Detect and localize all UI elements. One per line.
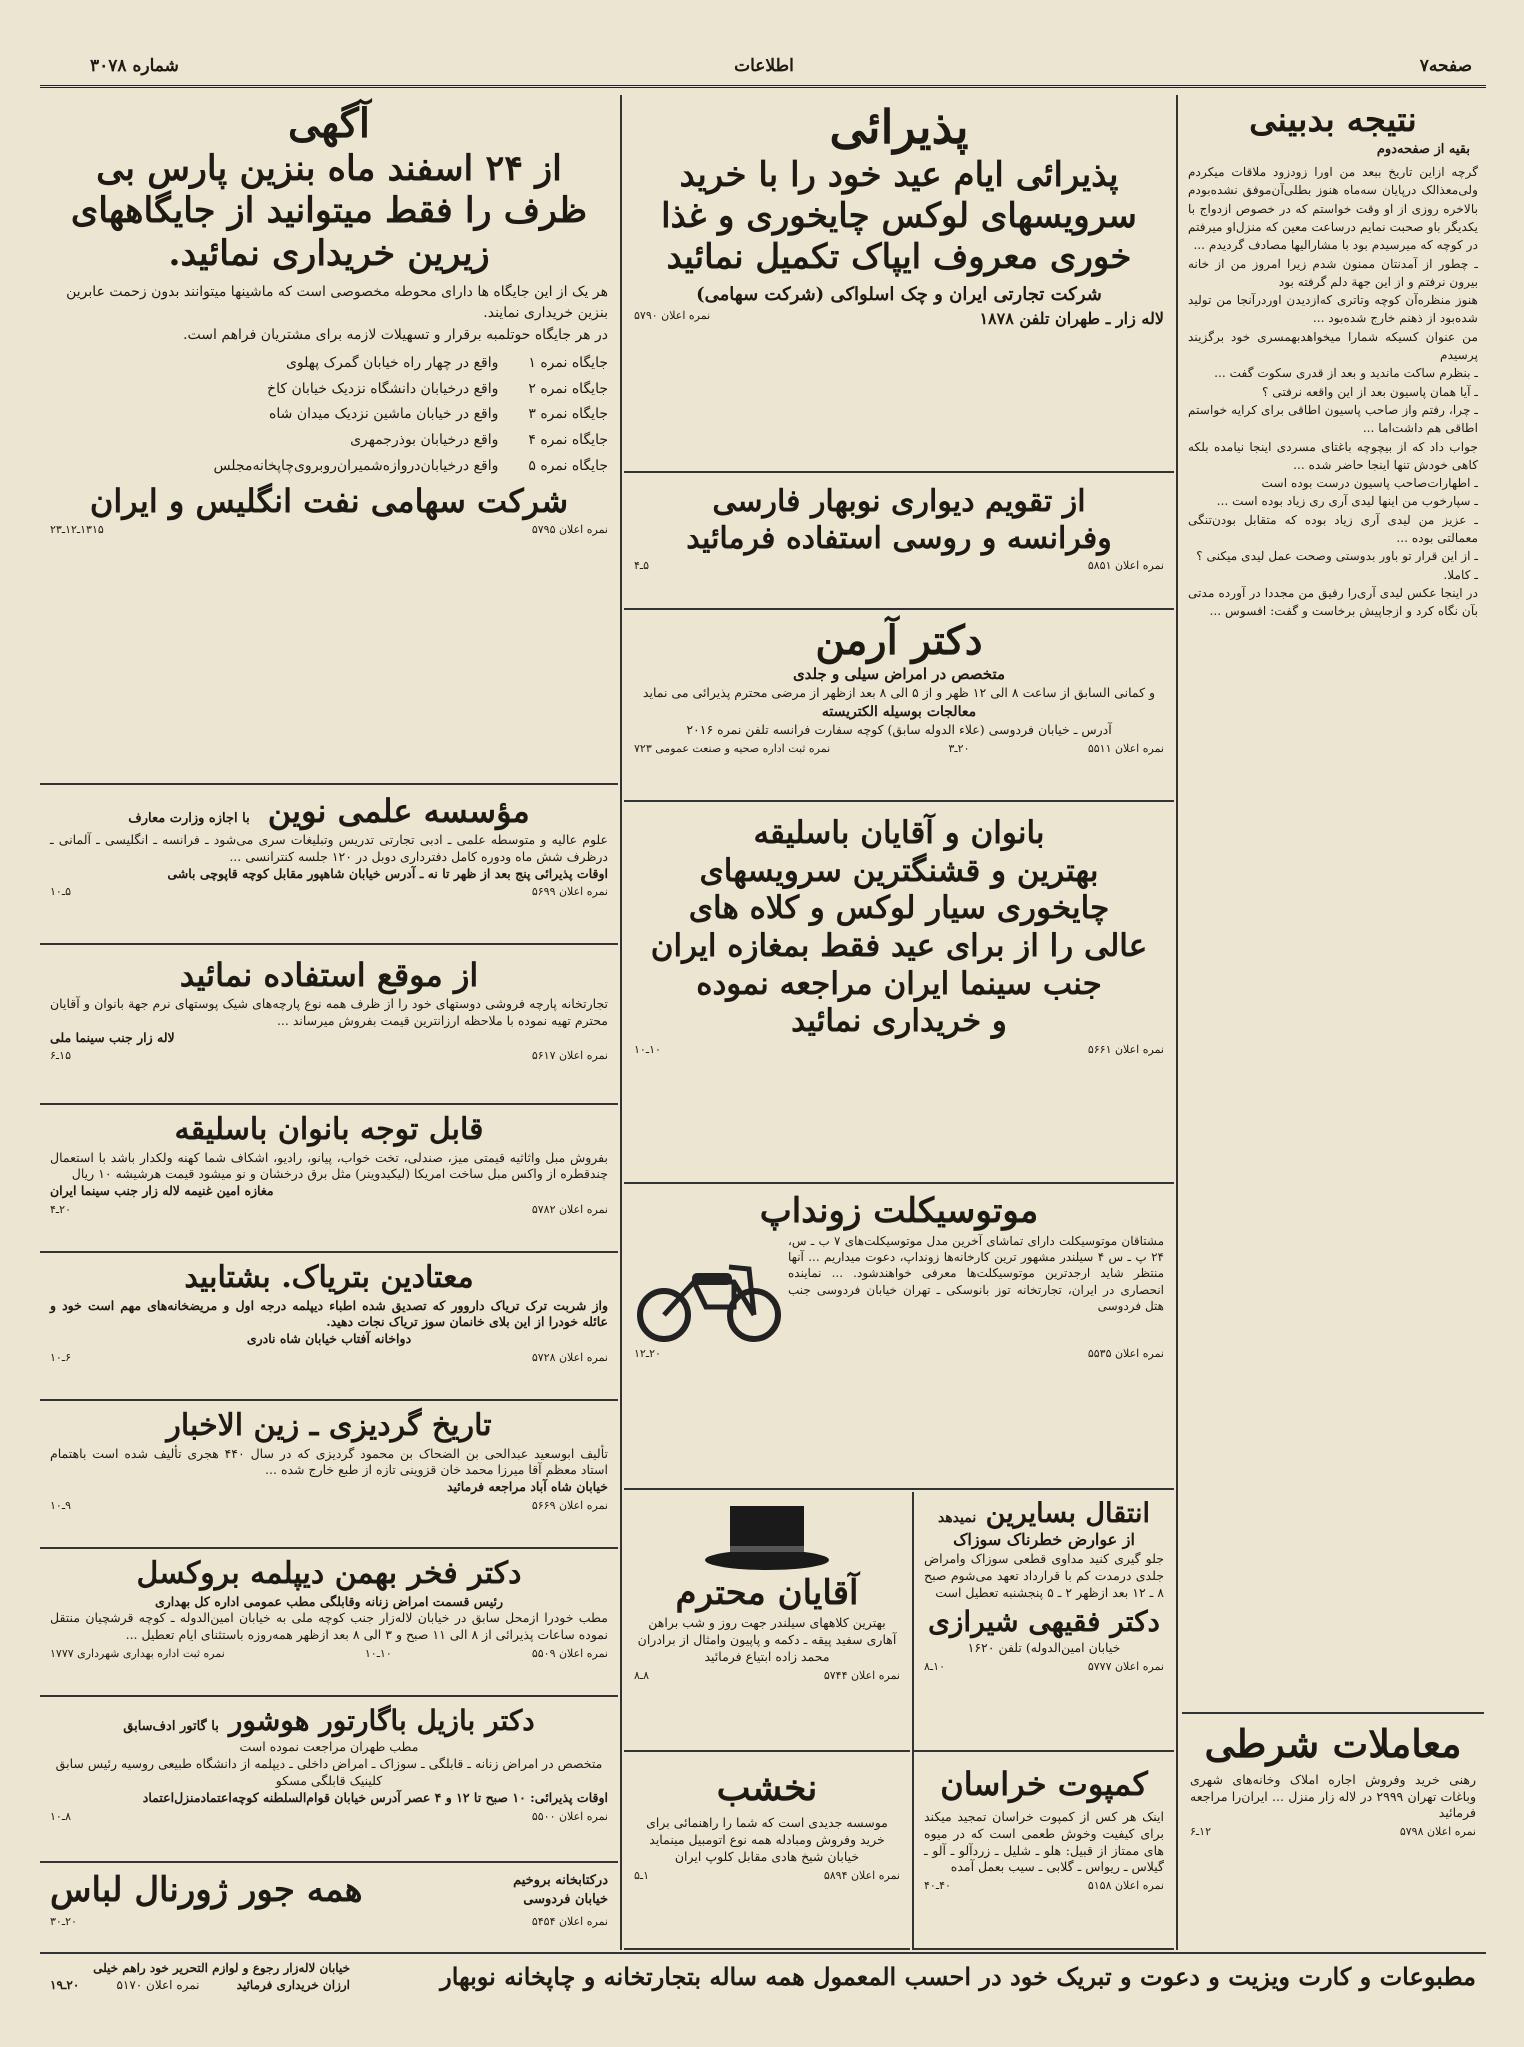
ad-meta	[634, 742, 1164, 755]
ad-number: نمره اعلان ۵۱۵۸	[1087, 1879, 1164, 1893]
article-title: نتیجه بدبینی	[1249, 100, 1417, 140]
ad-doctor-armen	[624, 612, 1174, 802]
address: خیابان شاه آباد مراجعه فرمائید	[446, 1479, 608, 1495]
ad-code: ۱۰ـ۸	[924, 1660, 945, 1674]
paragraph: ـ از این قرار تو باور بدوستی وصحت عمل لیدی میکنی ؟	[1196, 549, 1478, 564]
ad-number: نمره اعلان ۵۶۶۹	[531, 1499, 608, 1513]
ad-title: پذیرائی	[829, 100, 969, 154]
ad-body: واز شربت ترک تریاک داروور که تصدیق شده اطباء دیپلمه درجه اول و مریضخانه‌های مهم است خود و عائله خودرا از این بلای خانمان سوز تریاک نجات دهید.	[50, 1297, 608, 1330]
station-number: جایگاه نمره ۵	[528, 457, 608, 474]
footer-side-line: خیابان لاله‌زار رجوع و لوازم التحریر خود راهم خیلی	[93, 1961, 350, 1975]
paragraph: جواب داد که از بیچوچه باغتای مسردی اینجا نیامده بلکه کاهی خودش تنها اینجا حاضر شده ...	[1188, 439, 1478, 472]
company-name: شرکت سهامی نفت انگلیس و ایران	[89, 482, 569, 521]
registration-note: نمره ثبت اداره صحیه و صنعت عمومی ۷۲۳	[634, 742, 831, 756]
paragraph: ـ سپارخوب من اینها لیدی آری ری زیاد بوده است ...	[1216, 494, 1478, 509]
permit-note: با اجازه وزارت معارف	[128, 811, 250, 826]
address: لاله زار جنب سینما ملی	[50, 1029, 175, 1045]
ad-row	[50, 1869, 608, 1912]
ad-headline: بانوان و آقایان باسلیقه	[753, 815, 1045, 851]
ad-tea-sets	[624, 804, 1174, 1184]
ad-code: ۸ـ۱۰	[50, 1809, 71, 1823]
ad-body: رهنی خرید وفروش اجاره املاک وخانه‌های شهری وباغات تهران ۲۹۹۹ در لاله زار منزل ... ایران‌را مراجعه فرمائید	[1190, 1771, 1476, 1821]
company-name: شرکت تجارتی ایران و چک اسلواکی (شرکت سهامی)	[696, 284, 1102, 306]
ad-title: موتوسیکلت زونداپ	[759, 1191, 1039, 1231]
station-list	[50, 353, 608, 477]
ad-title-row	[50, 791, 608, 832]
ad-meta	[50, 1351, 608, 1364]
footer-row	[50, 1960, 1476, 1994]
ad-body: تألیف ابوسعید عبدالحی بن الضحاک بن محمود گردیزی که در سال ۴۴۰ هجری تألیف شده است باهتمام استاد معظم آقا میرزا محمد خان قزوینی تازه از طبع خارج شده ...	[50, 1445, 608, 1478]
paragraph: گرچه ازاین تاریخ ببعد من اورا زودزود ملاقات میکردم ولی‌معذالک درپایان سه‌ماه هنوز بطلی‌آن‌موفق نشده‌بودم بالاخره روزی از او وقت خواستم که در خصوص ازدواج با یکدیگر باو صحبت نمایم درساعت معین که منزل‌او میرفتم در کوچه که میرسیدم بود با مشارالیها مصادف گردیدم ...	[1188, 165, 1478, 253]
ad-conditional-deals	[1182, 1712, 1484, 1950]
station-address: واقع درخیابان‌دروازه‌شمیران‌روبروی‌چاپخانه‌مجلس	[213, 457, 499, 474]
footer-side-row	[50, 1977, 350, 1994]
paragraph: ـ آیا همان پاسیون بعد از این واقعه نرفتی ؟	[1261, 384, 1478, 399]
ad-code: ۵ـ۴	[634, 559, 650, 572]
ad-meta	[50, 523, 608, 536]
ad-code: ۲۰ـ۱۲	[634, 1347, 661, 1361]
address: خیابان فردوسی	[523, 1891, 608, 1907]
ad-gardizi-history	[40, 1403, 618, 1549]
ad-number: نمره اعلان ۵۷۷۷	[1087, 1660, 1164, 1674]
ad-meta	[50, 1499, 608, 1512]
ad-petrol-notice	[40, 95, 618, 785]
ad-headline: جنب سینما ایران مراجعه نموده	[696, 965, 1102, 1002]
address: دواخانه آفتاب خیابان شاه نادری	[246, 1331, 412, 1347]
issue-number: شماره ۳۰۷۸	[90, 56, 179, 76]
ad-code: ۱۳۱۵ـ۱۲ـ۲۳	[50, 523, 104, 537]
ad-number: نمره اعلان ۵۵۳۵	[1087, 1347, 1164, 1361]
ad-title: همه جور ژورنال لباس	[50, 1870, 363, 1910]
ad-title-suffix: نمیدهد	[937, 1510, 977, 1526]
paragraph: ـ اطهارات‌صاحب پاسیون درست بوده است	[1261, 476, 1478, 491]
ad-body: تجارتخانه پارچه فروشی دوستهای خود را از ظرف همه نوع پارچه‌های شیک پوستهای نرم جهة بانوان و آقایان محترم تهیه نموده با ملاحظه ارزانترین قیمت بفروش میرساند ...	[50, 995, 608, 1028]
ad-body: اینک هر کس از کمپوت خراسان تمجید میکند برای کیفیت وخوش طعمی است که در میوه های ممتاز از قبیل: هلو ـ شلیل ـ زردآلو ـ آلو ـ گیلاس ـ ریواس ـ گلابی ـ سیب بعمل آمده	[924, 1808, 1164, 1875]
ad-respected-gentlemen	[624, 1492, 910, 1752]
ad-meta	[634, 559, 1164, 572]
ad-meta	[1190, 1825, 1476, 1838]
ad-doctor-fakhr-bahman	[40, 1551, 618, 1697]
ad-subtitle: مطب طهران مراجعت نموده است	[239, 1739, 419, 1755]
column-rule	[1176, 95, 1178, 1950]
ad-title: مؤسسه علمی نوین	[267, 792, 530, 830]
station-row	[50, 353, 608, 375]
ad-title: آقایان محترم	[675, 1573, 859, 1613]
ad-headline: ظرف را فقط میتوانید از جایگاههای	[70, 190, 588, 232]
address: خیابان امین‌الدوله) تلفن ۱۶۲۰	[967, 1640, 1121, 1656]
ad-meta	[50, 1203, 608, 1216]
station-number: جایگاه نمره ۴	[528, 431, 608, 448]
ad-headline: سرویسهای لوکس چایخوری و غذا	[661, 195, 1137, 236]
ad-paragraph: هر یک از این جایگاه ها دارای محوطه مخصوصی است که ماشینها میتوانند بدون زحمت عابرین بنزین خریداری نمایند.	[66, 283, 608, 322]
ad-body: و کمانی السابق از ساعت ۸ الی ۱۲ ظهر و از ۵ الی ۸ بعد ازظهر از مرضی محترم پذیرائی می نماید	[642, 685, 1156, 701]
ad-title: دکتر آرمن	[815, 617, 983, 664]
ad-body: مشتاقان موتوسیکلت دارای تماشای آخرین مدل موتوسیکلت‌های ۷ ب ـ س، ۲۴ پ ـ س ۴ سیلندر مشهور ترین کارخانه‌ها زونداپ، دعوت میداریم ... آنها منتظر شاید ارجدترین موتوسیکلت‌ها معرفی خواهند‌شود. ... نماینده انحصاری در ایران، تجارتخانه توز بانوسکی ـ تهران خیابان فردوسی جنب هتل فردوسی	[788, 1234, 1165, 1313]
ad-number: نمره اعلان ۵۵۰۹	[531, 1647, 608, 1661]
ad-number: نمره اعلان ۵۷۹۸	[1399, 1825, 1476, 1839]
ad-wall-calendar	[624, 475, 1174, 610]
ad-zundapp-motorcycle	[624, 1186, 1174, 1490]
ad-headline: خوری معروف ایپاک تکمیل نمائید	[666, 237, 1132, 278]
station-address: واقع درخیابان دانشگاه نزدیک خیابان کاخ	[267, 380, 499, 397]
station-address: واقع درخیابان بوذرجمهری	[350, 431, 499, 448]
ad-meta	[50, 1915, 608, 1928]
article-pessimism	[1182, 95, 1484, 1710]
ad-title-row	[50, 1703, 608, 1739]
ad-code: ۱۰ـ۱۰	[634, 1042, 661, 1056]
paragraph: ـ کاملا.	[1443, 567, 1478, 582]
address: مغازه امین غنیمه لاله زار جنب سینما ایران	[50, 1183, 274, 1199]
ad-meta	[634, 1347, 1164, 1360]
ad-body: جلو گیری کنید مداوی قطعی سوزاک وامراض جلدی درمدت کم با قرارداد تعهد می‌شوم صبح ۸ ـ ۱۲ بعد ازظهر ۲ ـ ۵ پنجشنبه تعطیل است	[924, 1551, 1164, 1601]
ad-doctor-faghihi	[914, 1492, 1174, 1752]
ad-title: دکتر بازیل باگارتور هوشور	[228, 1704, 535, 1737]
ad-meta	[50, 1647, 608, 1660]
ad-code: ۹ـ۱۰	[50, 1499, 71, 1513]
ad-meta	[50, 885, 608, 898]
station-address: واقع در خیابان ماشین نزدیک میدان شاه	[269, 406, 499, 423]
ad-title-main: انتقال بسایرین	[985, 1498, 1151, 1529]
ad-number: نمره اعلان ۵۷۲۸	[531, 1351, 608, 1365]
ad-number: نمره اعلان ۵۶۶۱	[1087, 1042, 1164, 1056]
ad-meta	[924, 1660, 1164, 1673]
article-body	[1188, 163, 1478, 620]
ad-title: معتادین بتریاک. بشتابید	[184, 1260, 474, 1295]
station-number: جایگاه نمره ۱	[528, 354, 608, 371]
ad-number: نمره اعلان ۵۸۹۴	[823, 1869, 900, 1883]
ad-title-suffix: با گاتور ادف‌سابق	[123, 1719, 219, 1734]
station-row	[50, 456, 608, 478]
store-name: درکتابخانه بروخیم	[513, 1873, 608, 1889]
newspaper-name: اطلاعات	[734, 56, 794, 76]
paragraph: ـ چرا، رفتم واز صاحب پاسیون اطاقی برای کرایه خواستم اطاقی هم داشت‌اما ...	[1188, 402, 1478, 436]
ad-headline: زیرین خریداری نمائید.	[168, 232, 490, 274]
page-header	[40, 48, 1486, 88]
page-number: صفحه۷	[1419, 56, 1472, 76]
footer-ad	[40, 1952, 1486, 2024]
ad-body: بهترین کلاههای سیلندر جهت روز و شب براهن آهاری سفید پیقه ـ دکمه و پاپیون وامثال از برادران محمد زاده ابتیاع فرمائید	[637, 1615, 897, 1664]
top-hat-illustration	[702, 1502, 832, 1572]
ad-body: بفروش مبل واثاثیه قیمتی میز، صندلی، تخت خواب، پیانو، رادیو، اشکاف شما کهنه ولکدار باشد با استعمال چندقطره از واکس مبل ساخت امریکا (لیکیدوینر) مثل برق درخشان و نو میشود قیمت هرشیشه ۱۰ ریال	[50, 1149, 608, 1182]
ad-title: از موقع استفاده نمائید	[179, 956, 479, 994]
ad-number: نمره اعلان ۵۱۷۰	[116, 1977, 200, 1992]
ad-meta	[634, 1869, 900, 1882]
ad-furniture-polish	[40, 1107, 618, 1253]
ad-meta	[634, 1669, 900, 1682]
ad-body: موسسه جدیدی است که شما را راهنمائی برای خرید وفروش ومبادله همه نوع اتومبیل مینماید خیابان شیخ هادی مقابل کلوپ ایران	[646, 1815, 888, 1865]
station-row	[50, 379, 608, 401]
ad-number: نمره اعلان ۵۸۵۱	[1087, 559, 1164, 572]
footer-side	[50, 1960, 350, 1994]
ad-number: نمره اعلان ۵۵۱۱	[1087, 742, 1164, 756]
ad-body: متخصص در امراض زنانه ـ قابلگی ـ سوزاک ـ امراض داخلی ـ دیپلمه از دانشگاه طبیعی روسیه رئیس سابق کلینیک قابلگی مسکو	[55, 1756, 603, 1788]
ad-headline: از تقویم دیواری نوبهار فارسی	[712, 484, 1086, 519]
station-number: جایگاه نمره ۲	[528, 380, 608, 397]
ad-title	[924, 1498, 1164, 1529]
ad-code: ۱۲ـ۶	[1190, 1825, 1211, 1839]
paragraph: ـ چطور از آمدنتان ممنون شدم زیرا امروز من از خانه بیرون نرفتم و از این جهة دلم گرفته بود	[1188, 256, 1478, 289]
paragraph: ـ عزیز من لیدی آری زیاد بوده که متقابل بودن‌تنگی معمالتی بوده ...	[1188, 512, 1478, 546]
paragraph: هنوز منظره‌آن کوچه وتاتری که‌ازدیدن اورد‌رآنجا من تولید شده‌بود از ذهنم خارج شده‌بود ...	[1188, 293, 1478, 326]
ad-code: ۲۰ـ۳۰	[50, 1915, 77, 1929]
station-row	[50, 430, 608, 452]
ad-meta	[924, 1879, 1164, 1892]
ad-subtitle: معالجات بوسیله الکتریسته	[821, 704, 977, 721]
ad-code: ۴۰ـ۴۰	[924, 1879, 951, 1893]
ad-subtitle: از عوارض خطرناک سوزاک	[953, 1530, 1135, 1550]
ad-code: ۲۰ـ۴	[50, 1203, 71, 1217]
footer-side-line: ارزان خریداری فرمائید	[236, 1977, 350, 1992]
ad-side	[513, 1872, 608, 1908]
address: آدرس ـ خیابان فردوسی (علاء الدوله سابق) کوچه سفارت فرانسه تلفن نمره ۲۰۱۶	[686, 722, 1112, 738]
column-rule	[620, 95, 622, 1950]
ad-title: دکتر فخر بهمن دیپلمه بروکسل	[136, 1556, 522, 1591]
ad-code: ۲۰ـ۱۹	[50, 1977, 80, 1992]
ad-code: ۱۰ـ۱۰	[364, 1647, 392, 1661]
motorcycle-illustration	[634, 1237, 784, 1347]
ad-novin-institute	[40, 787, 618, 945]
ad-number: نمره اعلان ۵۷۸۲	[531, 1203, 608, 1217]
ad-number: نمره اعلان ۵۶۹۹	[531, 885, 608, 899]
ad-title: نخشب	[716, 1767, 818, 1809]
ad-code: ۵ـ۱۰	[50, 885, 71, 899]
ad-code: ۶ـ۱۰	[50, 1351, 71, 1365]
ad-number: نمره اعلان ۵۷۹۵	[531, 523, 608, 537]
ad-reception	[624, 95, 1174, 473]
ad-title: قابل توجه بانوان باسلیقه	[174, 1112, 484, 1147]
doctor-name: دکتر فقیهی شیرازی	[927, 1605, 1160, 1639]
ad-fashion-journals	[40, 1865, 618, 1950]
ad-body: علوم عالیه و متوسطه علمی ـ ادبی تجارتی تدریس وتبلیغات سری می‌شود ـ فرانسه ـ انگلیسی ـ آلمانی ـ درظرف شش ماه ودوره کامل دفترداری دوبل در ۱۲۰ جلسه کنترانسی ...	[50, 831, 608, 864]
ad-number: نمره اعلان ۵۶۱۷	[531, 1049, 608, 1063]
station-address: واقع در چهار راه خیابان گمرک پهلوی	[285, 354, 499, 371]
ad-number: نمره اعلان ۵۵۰۰	[531, 1809, 608, 1823]
ad-title: کمپوت خراسان	[940, 1765, 1148, 1803]
paragraph: ـ بنظرم ساکت ماندید و بعد از قدری سکوت گفت ...	[1214, 366, 1478, 381]
footer-headline: مطبوعات و کارت ویزیت و دعوت و تبریک خود در احسب المعمول همه ساله بتجارتخانه و چاپخانه نوبهار	[440, 1962, 1476, 1991]
ad-code: ۱ـ۵	[634, 1869, 650, 1883]
address: اوقات پذیرائی پنج بعد از ظهر تا نه ـ آدرس خیابان شاهپور مقابل کوچه قاپوچی باشی	[167, 865, 608, 881]
ad-code: ۸ـ۸	[634, 1668, 650, 1682]
ad-code: ۲۰ـ۳	[948, 742, 970, 756]
ad-headline: و خریداری نمائید	[791, 1003, 1007, 1040]
ad-meta	[50, 1810, 608, 1823]
ad-subtitle: رئیس قسمت امراض زنانه وقابلگی مطب عمومی اداره کل بهداری	[154, 1593, 504, 1609]
ad-title: آگهی	[288, 100, 370, 147]
continued-note: بقیه از صفحه‌دوم	[1376, 142, 1470, 158]
ad-number: نمره اعلان ۵۷۴۴	[823, 1668, 900, 1682]
ad-headline: از ۲۴ اسفند ماه بنزین پارس بی	[96, 148, 562, 189]
ad-meta	[50, 1049, 608, 1062]
ad-headline: پذیرائی ایام عید خود را با خرید	[679, 154, 1119, 195]
station-number: جایگاه نمره ۳	[528, 406, 608, 423]
paragraph: من عنوان کسیکه شمارا میخواهد‌بهمسری خود برگزیند پرسیدم	[1188, 329, 1478, 363]
ad-khorasan-compote	[914, 1754, 1174, 1950]
ad-headline: چایخوری سیار لوکس و کلاه های	[688, 890, 1110, 927]
station-row	[50, 404, 608, 426]
ad-number: نمره اعلان ۵۷۹۰	[634, 308, 711, 322]
ad-title: معاملات شرطی	[1204, 1721, 1462, 1766]
ad-nakhshab	[624, 1754, 910, 1950]
ad-meta	[634, 1043, 1164, 1056]
ad-subtitle: متخصص در امراض سیلی و جلدی	[792, 665, 1006, 683]
ad-headline: بهترین و قشنگترین سرویسهای	[699, 852, 1099, 889]
ad-number: نمره اعلان ۵۴۵۴	[531, 1915, 608, 1929]
registration-note: نمره ثبت اداره بهداری شهرداری ۱۷۷۷	[50, 1647, 225, 1661]
ad-headline: وفرانسه و روسی استفاده فرمائید	[686, 520, 1112, 556]
ad-opium-cure	[40, 1255, 618, 1401]
paragraph: در اینجا عکس لیدی آری‌را رفیق من مجددا در آورده مدتی بآن نگاه کرد و ازجاپیش برخاست و گفت: افسوس ...	[1188, 585, 1478, 619]
ad-title: تاریخ گردیزی ـ زین الاخبار	[166, 1408, 492, 1443]
ad-body: مطب خودرا ازمحل سابق در خیابان لاله‌زار جنب کوچه ملی به خیابان امین‌الدوله ـ کوچه قرشچیان منتقل نموده ساعات پذیرائی از ۸ الی ۱۱ صبح و ۳ الی ۸ بعد ازظهر همه‌روزه باستثنای ایام تعطیل ...	[50, 1610, 608, 1643]
ad-code: ۱۵ـ۶	[50, 1049, 71, 1063]
ad-fabric-store	[40, 947, 618, 1105]
ad-doctor-bazil	[40, 1699, 618, 1863]
ad-paragraph: در هر جایگاه حوتلمبه برقرار و تسهیلات لازمه برای مشتریان فراهم است.	[183, 327, 608, 344]
address: لاله زار ـ طهران تلفن ۱۸۷۸	[979, 308, 1164, 328]
ad-headline: عالی را از برای عید فقط بمغازه ایران	[650, 927, 1148, 964]
ad-meta	[634, 309, 1164, 328]
address: اوقات پذیرائی: ۱۰ صبح تا ۱۲ و ۴ عصر آدرس خیابان قوام‌السلطنه کوچه‌اعتماد‌منزل‌اعتماد	[142, 1789, 608, 1805]
